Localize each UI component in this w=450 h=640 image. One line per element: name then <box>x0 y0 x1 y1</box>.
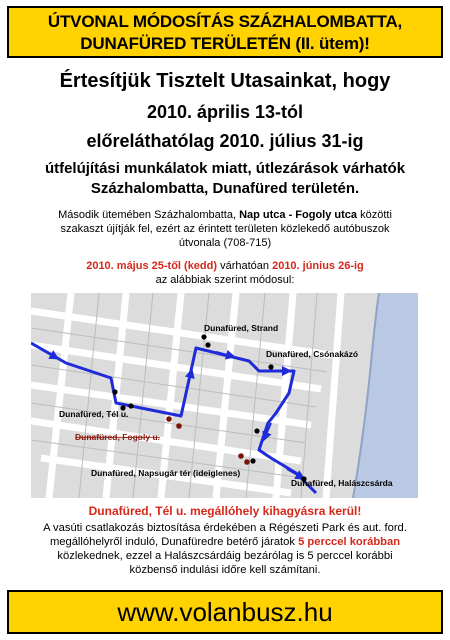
period-middle: várhatóan <box>217 260 273 272</box>
date-from: 2010. április 13-tól <box>146 102 304 122</box>
reason-line-2: Százhalombatta, Dunafüred területén. <box>90 180 360 197</box>
notice-line-3: közlekednek, ezzel a Halászcsárdáig bezárólag is 5 perccel korábbi <box>57 550 393 562</box>
stop-label-napsugar: Dunafüred, Napsugár tér (ideiglenes) <box>91 468 241 478</box>
stop-label-tel: Dunafüred, Tél u. <box>59 409 129 419</box>
route-map-svg <box>31 293 418 498</box>
stop-label-halaszcsarda: Dunafüred, Halászcsárda <box>291 478 393 488</box>
footer-url[interactable]: www.volanbusz.hu <box>117 597 333 627</box>
notice-line-1: A vasúti csatlakozás biztosítása érdekében a Régészeti Park és aut. ford. <box>43 522 407 534</box>
period-to: 2010. június 26-ig <box>272 260 364 272</box>
title-banner <box>7 6 443 58</box>
detail-text: Második ütemében Százhalombatta, <box>58 209 240 221</box>
title-line-1: ÚTVONAL MÓDOSÍTÁS SZÁZHALOMBATTA, <box>47 12 403 31</box>
notice-text: megállóhelyről induló, Dunafüredre betérő járatok <box>49 536 299 548</box>
detail-line-2: szakaszt újítják fel, ezért az érintett területen közlekedő autóbuszok <box>60 223 390 235</box>
detail-streets: Nap utca - Fogoly utca <box>239 209 358 221</box>
stop-label-csonakazo: Dunafüred, Csónakázó <box>266 349 359 359</box>
route-map <box>31 293 418 498</box>
stop-label-strand: Dunafüred, Strand <box>204 323 279 333</box>
title-line-2: DUNAFÜRED TERÜLETÉN (II. ütem)! <box>80 34 370 53</box>
period-from: 2010. május 25-től (kedd) <box>86 260 218 272</box>
stop-label-fogoly: Dunafüred, Fogoly u. <box>75 432 160 442</box>
notice-line-2 <box>0 535 450 549</box>
period-line-1 <box>0 259 450 273</box>
date-to: előreláthatólag 2010. július 31-ig <box>86 131 364 151</box>
notice-line-4: közbenső indulási időre kell számítani. <box>129 564 321 576</box>
detail-line-3: útvonala (708-715) <box>178 237 272 249</box>
greeting: Értesítjük Tisztelt Utasainkat, hogy <box>59 70 391 92</box>
detail-line-1 <box>0 208 450 222</box>
footer-banner <box>7 590 443 634</box>
warning-text: Dunafüred, Tél u. megállóhely kihagyásra kerül! <box>88 504 362 518</box>
notice-highlight: 5 perccel korábban <box>298 536 401 548</box>
reason-line-1: útfelújítási munkálatok miatt, útlezárások várhatók <box>44 160 406 177</box>
detail-text-end: közötti <box>357 209 392 221</box>
period-line-2: az alábbiak szerint módosul: <box>155 274 295 286</box>
